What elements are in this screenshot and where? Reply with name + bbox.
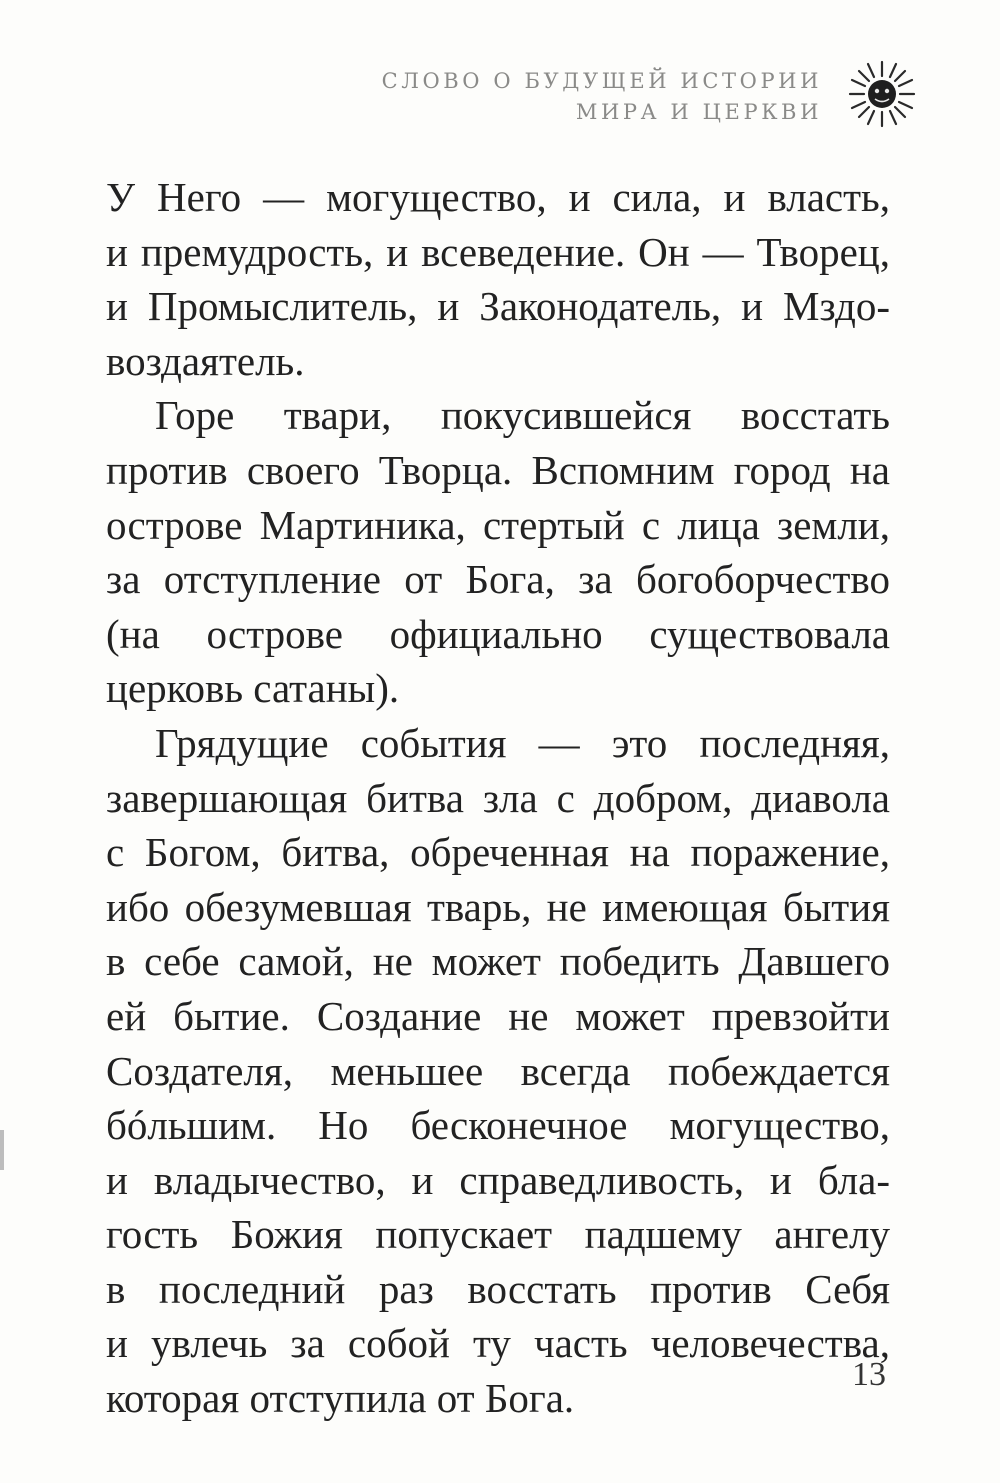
text-line: в себе самой, не может победить Давшего [106, 938, 890, 985]
text-line: против своего Творца. Вспомним город на [106, 446, 890, 493]
paragraph-1 [106, 170, 890, 388]
text-line: и увлечь за собой ту часть человечества, [106, 1320, 890, 1367]
body-text [106, 170, 890, 1426]
text-line: Горе твари, покусившейся восстать [155, 392, 890, 439]
text-line: с Богом, битва, обреченная на поражение, [106, 829, 890, 876]
running-head [382, 66, 822, 128]
text-line: Грядущие события — это последняя, [155, 719, 890, 766]
text-line: и Промыслитель, и Законодатель, и Мздо- [106, 283, 890, 330]
text-line: острове Мартиника, стертый с лица земли, [106, 501, 890, 548]
text-line: церковь сатаны). [106, 665, 400, 712]
paragraph-3 [106, 716, 890, 1426]
text-line: ей бытие. Создание не может превзойти [106, 992, 890, 1039]
running-head-line-1: СЛОВО О БУДУЩЕЙ ИСТОРИИ [381, 69, 822, 93]
text-line: завершающая битва зла с добром, диавола [106, 774, 890, 821]
running-head-line-2: МИРА И ЦЕРКВИ [575, 100, 822, 124]
text-line: воздаятель. [106, 337, 305, 384]
paragraph-2 [106, 388, 890, 716]
text-line: Создателя, меньшее всегда побеждается [106, 1047, 890, 1094]
sun-icon [846, 58, 918, 130]
page-number: 13 [852, 1356, 886, 1393]
text-line: которая отступила от Бога. [106, 1375, 575, 1422]
text-line: за отступление от Бога, за богоборчество [106, 556, 890, 603]
text-line: бóльшим. Но бесконечное могущество, [106, 1102, 890, 1149]
scan-edge-mark [0, 1130, 4, 1170]
text-line: ибо обезумевшая тварь, не имеющая бытия [106, 883, 890, 930]
text-line: и владычество, и справедливость, и бла- [106, 1156, 890, 1203]
text-line: и премудрость, и всеведение. Он — Творец, [106, 228, 890, 275]
text-line: в последний раз восстать против Себя [106, 1265, 890, 1312]
text-line: гость Божия попускает падшему ангелу [106, 1211, 890, 1258]
text-line: У Него — могущество, и сила, и власть, [106, 174, 890, 220]
text-line: (на острове официально существовала [106, 610, 890, 657]
